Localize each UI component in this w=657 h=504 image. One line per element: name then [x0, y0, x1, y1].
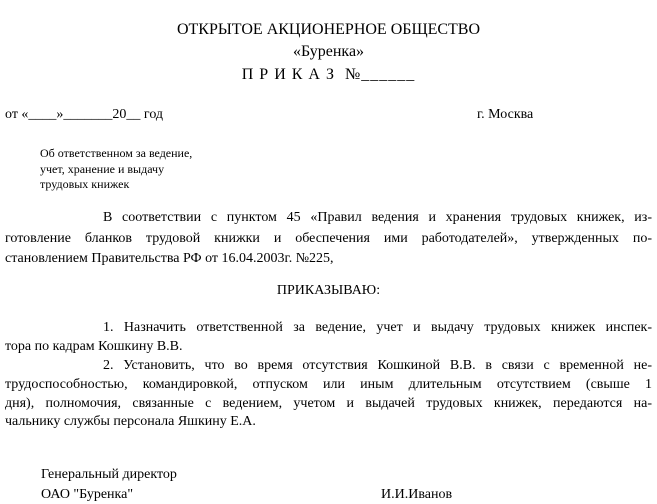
company-name: «Буренка» [292, 43, 365, 60]
org-title: ОТКРЫТОЕ АКЦИОНЕРНОЕ ОБЩЕСТВО [176, 21, 481, 38]
preamble-line: становлением Правительства РФ от 16.04.2003г. №225, [5, 251, 334, 266]
order-date: от «____»_______20__ год [5, 107, 164, 122]
signature-signer: И.И.Иванов [381, 487, 453, 502]
signature-company: ОАО "Буренка" [41, 487, 134, 502]
item-line: трудоспособностью, командировкой, отпуском или иным длительным отсутствием (свыше 1 [5, 377, 652, 392]
order-word: ПРИКАЗЫВАЮ: [276, 283, 381, 298]
preamble-line: готовление бланков трудовой книжки и обеспечения ими работодателей», утвержденных по- [5, 231, 652, 246]
order-title: П Р И К А З №______ [241, 66, 416, 83]
subject-line: трудовых книжек [40, 177, 130, 191]
preamble-line: В соответствии с пунктом 45 «Правил ведения и хранения трудовых книжек, из- [103, 210, 652, 225]
item-line: тора по кадрам Кошкину В.В. [5, 339, 183, 354]
item-line: чальнику службы персонала Яшкину Е.А. [5, 414, 256, 429]
item-line: дня), полномочия, связанные с ведением, учетом и выдачей трудовых книжек, передаются на- [5, 396, 652, 411]
signature-position: Генеральный директор [41, 467, 177, 482]
order-city: г. Москва [477, 107, 534, 122]
item-line: 2. Установить, что во время отсутствия Кошкиной В.В. в связи с временной не- [103, 358, 652, 373]
subject-line: учет, хранение и выдачу [40, 162, 165, 176]
subject-line: Об ответственном за ведение, [40, 146, 193, 160]
item-line: 1. Назначить ответственной за ведение, учет и выдачу трудовых книжек инспек- [103, 320, 652, 335]
